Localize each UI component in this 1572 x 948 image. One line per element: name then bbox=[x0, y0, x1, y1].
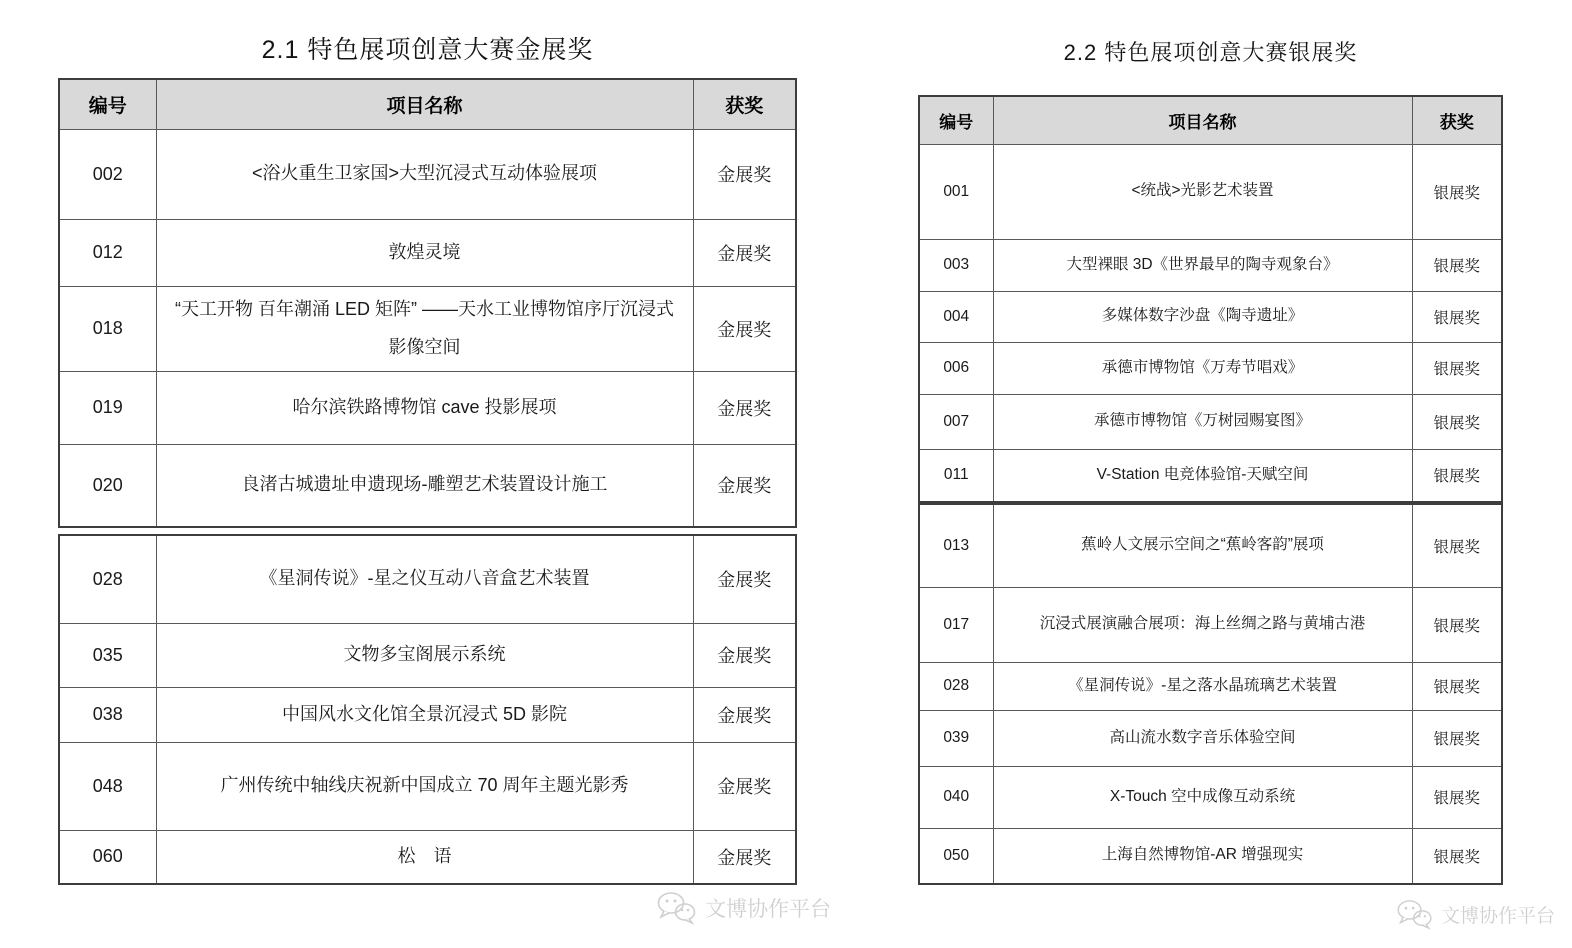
watermark-text: 文博协作平台 bbox=[1441, 906, 1556, 927]
row-id: 003 bbox=[919, 239, 993, 291]
header-row bbox=[919, 96, 1502, 144]
row-name: 上海自然博物馆-AR 增强现实 bbox=[993, 828, 1412, 884]
table-row bbox=[59, 286, 796, 371]
row-name: “天工开物 百年潮涌 LED 矩阵” ——天水工业博物馆序厅沉浸式影像空间 bbox=[156, 286, 693, 371]
col-header-id: 编号 bbox=[59, 79, 156, 129]
table-row bbox=[919, 828, 1502, 884]
row-award: 金展奖 bbox=[693, 535, 796, 623]
silver-award-table-part1 bbox=[918, 95, 1503, 503]
table-row bbox=[919, 291, 1502, 342]
row-name: 承德市博物馆《万树园赐宴图》 bbox=[993, 394, 1412, 449]
row-name: 中国风水文化馆全景沉浸式 5D 影院 bbox=[156, 687, 693, 742]
watermark-left bbox=[656, 891, 831, 925]
row-award: 银展奖 bbox=[1412, 710, 1502, 766]
row-award: 银展奖 bbox=[1412, 828, 1502, 884]
row-id: 039 bbox=[919, 710, 993, 766]
table-row bbox=[59, 219, 796, 286]
table-row bbox=[919, 144, 1502, 239]
row-award: 金展奖 bbox=[693, 286, 796, 371]
row-name: 承德市博物馆《万寿节唱戏》 bbox=[993, 342, 1412, 394]
watermark-text: 文博协作平台 bbox=[705, 898, 831, 921]
table-row bbox=[919, 766, 1502, 828]
row-id: 017 bbox=[919, 587, 993, 662]
col-header-award: 获奖 bbox=[1412, 96, 1502, 144]
table-row bbox=[59, 535, 796, 623]
header-row bbox=[59, 79, 796, 129]
watermark-right bbox=[1396, 899, 1555, 930]
row-id: 028 bbox=[919, 662, 993, 710]
row-id: 048 bbox=[59, 742, 156, 830]
gold-table-title: 2.1 特色展项创意大赛金展奖 bbox=[261, 36, 594, 64]
col-header-project-name: 项目名称 bbox=[993, 96, 1412, 144]
row-id: 028 bbox=[59, 535, 156, 623]
row-award: 银展奖 bbox=[1412, 144, 1502, 239]
row-award: 金展奖 bbox=[693, 219, 796, 286]
row-id: 038 bbox=[59, 687, 156, 742]
row-award: 银展奖 bbox=[1412, 662, 1502, 710]
row-award: 金展奖 bbox=[693, 687, 796, 742]
row-name: 广州传统中轴线庆祝新中国成立 70 周年主题光影秀 bbox=[156, 742, 693, 830]
col-header-project-name: 项目名称 bbox=[156, 79, 693, 129]
row-name: X-Touch 空中成像互动系统 bbox=[993, 766, 1412, 828]
row-name: <浴火重生卫家国>大型沉浸式互动体验展项 bbox=[156, 129, 693, 219]
row-award: 银展奖 bbox=[1412, 342, 1502, 394]
row-name: 松 语 bbox=[156, 830, 693, 884]
row-id: 006 bbox=[919, 342, 993, 394]
row-award: 银展奖 bbox=[1412, 394, 1502, 449]
table-row bbox=[59, 742, 796, 830]
row-name: 大型裸眼 3D《世界最早的陶寺观象台》 bbox=[993, 239, 1412, 291]
row-award: 银展奖 bbox=[1412, 449, 1502, 502]
row-name: 高山流水数字音乐体验空间 bbox=[993, 710, 1412, 766]
row-id: 012 bbox=[59, 219, 156, 286]
table-row bbox=[919, 587, 1502, 662]
table-row bbox=[919, 342, 1502, 394]
row-id: 002 bbox=[59, 129, 156, 219]
row-award: 银展奖 bbox=[1412, 504, 1502, 587]
wechat-icon bbox=[656, 891, 698, 925]
row-id: 007 bbox=[919, 394, 993, 449]
table-row bbox=[59, 687, 796, 742]
row-name: 敦煌灵境 bbox=[156, 219, 693, 286]
row-id: 035 bbox=[59, 623, 156, 687]
silver-table-title: 2.2 特色展项创意大赛银展奖 bbox=[1063, 40, 1358, 65]
row-name: 沉浸式展演融合展项：海上丝绸之路与黄埔古港 bbox=[993, 587, 1412, 662]
row-id: 004 bbox=[919, 291, 993, 342]
row-award: 金展奖 bbox=[693, 830, 796, 884]
row-name: 《星洞传说》-星之落水晶琉璃艺术装置 bbox=[993, 662, 1412, 710]
row-name: 《星洞传说》-星之仪互动八音盒艺术装置 bbox=[156, 535, 693, 623]
row-id: 050 bbox=[919, 828, 993, 884]
row-name: V-Station 电竞体验馆-天赋空间 bbox=[993, 449, 1412, 502]
row-id: 020 bbox=[59, 444, 156, 527]
row-award: 金展奖 bbox=[693, 742, 796, 830]
row-award: 金展奖 bbox=[693, 129, 796, 219]
table-row bbox=[919, 710, 1502, 766]
row-name: 文物多宝阁展示系统 bbox=[156, 623, 693, 687]
row-award: 银展奖 bbox=[1412, 291, 1502, 342]
table-row bbox=[919, 394, 1502, 449]
row-id: 040 bbox=[919, 766, 993, 828]
gold-award-table-part1 bbox=[58, 78, 797, 528]
row-id: 060 bbox=[59, 830, 156, 884]
row-award: 银展奖 bbox=[1412, 239, 1502, 291]
table-row bbox=[59, 129, 796, 219]
row-name: 蕉岭人文展示空间之“蕉岭客韵”展项 bbox=[993, 504, 1412, 587]
row-id: 011 bbox=[919, 449, 993, 502]
wechat-icon bbox=[1396, 899, 1434, 930]
row-id: 001 bbox=[919, 144, 993, 239]
row-id: 018 bbox=[59, 286, 156, 371]
row-name: <统战>光影艺术装置 bbox=[993, 144, 1412, 239]
table-row bbox=[919, 504, 1502, 587]
row-name: 多媒体数字沙盘《陶寺遗址》 bbox=[993, 291, 1412, 342]
row-award: 金展奖 bbox=[693, 371, 796, 444]
table-row bbox=[919, 662, 1502, 710]
row-name: 良渚古城遗址申遗现场-雕塑艺术装置设计施工 bbox=[156, 444, 693, 527]
row-name: 哈尔滨铁路博物馆 cave 投影展项 bbox=[156, 371, 693, 444]
row-award: 金展奖 bbox=[693, 444, 796, 527]
row-award: 金展奖 bbox=[693, 623, 796, 687]
table-row bbox=[919, 239, 1502, 291]
col-header-award: 获奖 bbox=[693, 79, 796, 129]
table-row bbox=[59, 623, 796, 687]
row-award: 银展奖 bbox=[1412, 766, 1502, 828]
table-row bbox=[59, 830, 796, 884]
table-row bbox=[59, 371, 796, 444]
table-row bbox=[59, 444, 796, 527]
gold-award-table-part2 bbox=[58, 534, 797, 885]
row-id: 013 bbox=[919, 504, 993, 587]
row-award: 银展奖 bbox=[1412, 587, 1502, 662]
table-row bbox=[919, 449, 1502, 502]
col-header-id: 编号 bbox=[919, 96, 993, 144]
row-id: 019 bbox=[59, 371, 156, 444]
silver-award-table-part2 bbox=[918, 503, 1503, 885]
